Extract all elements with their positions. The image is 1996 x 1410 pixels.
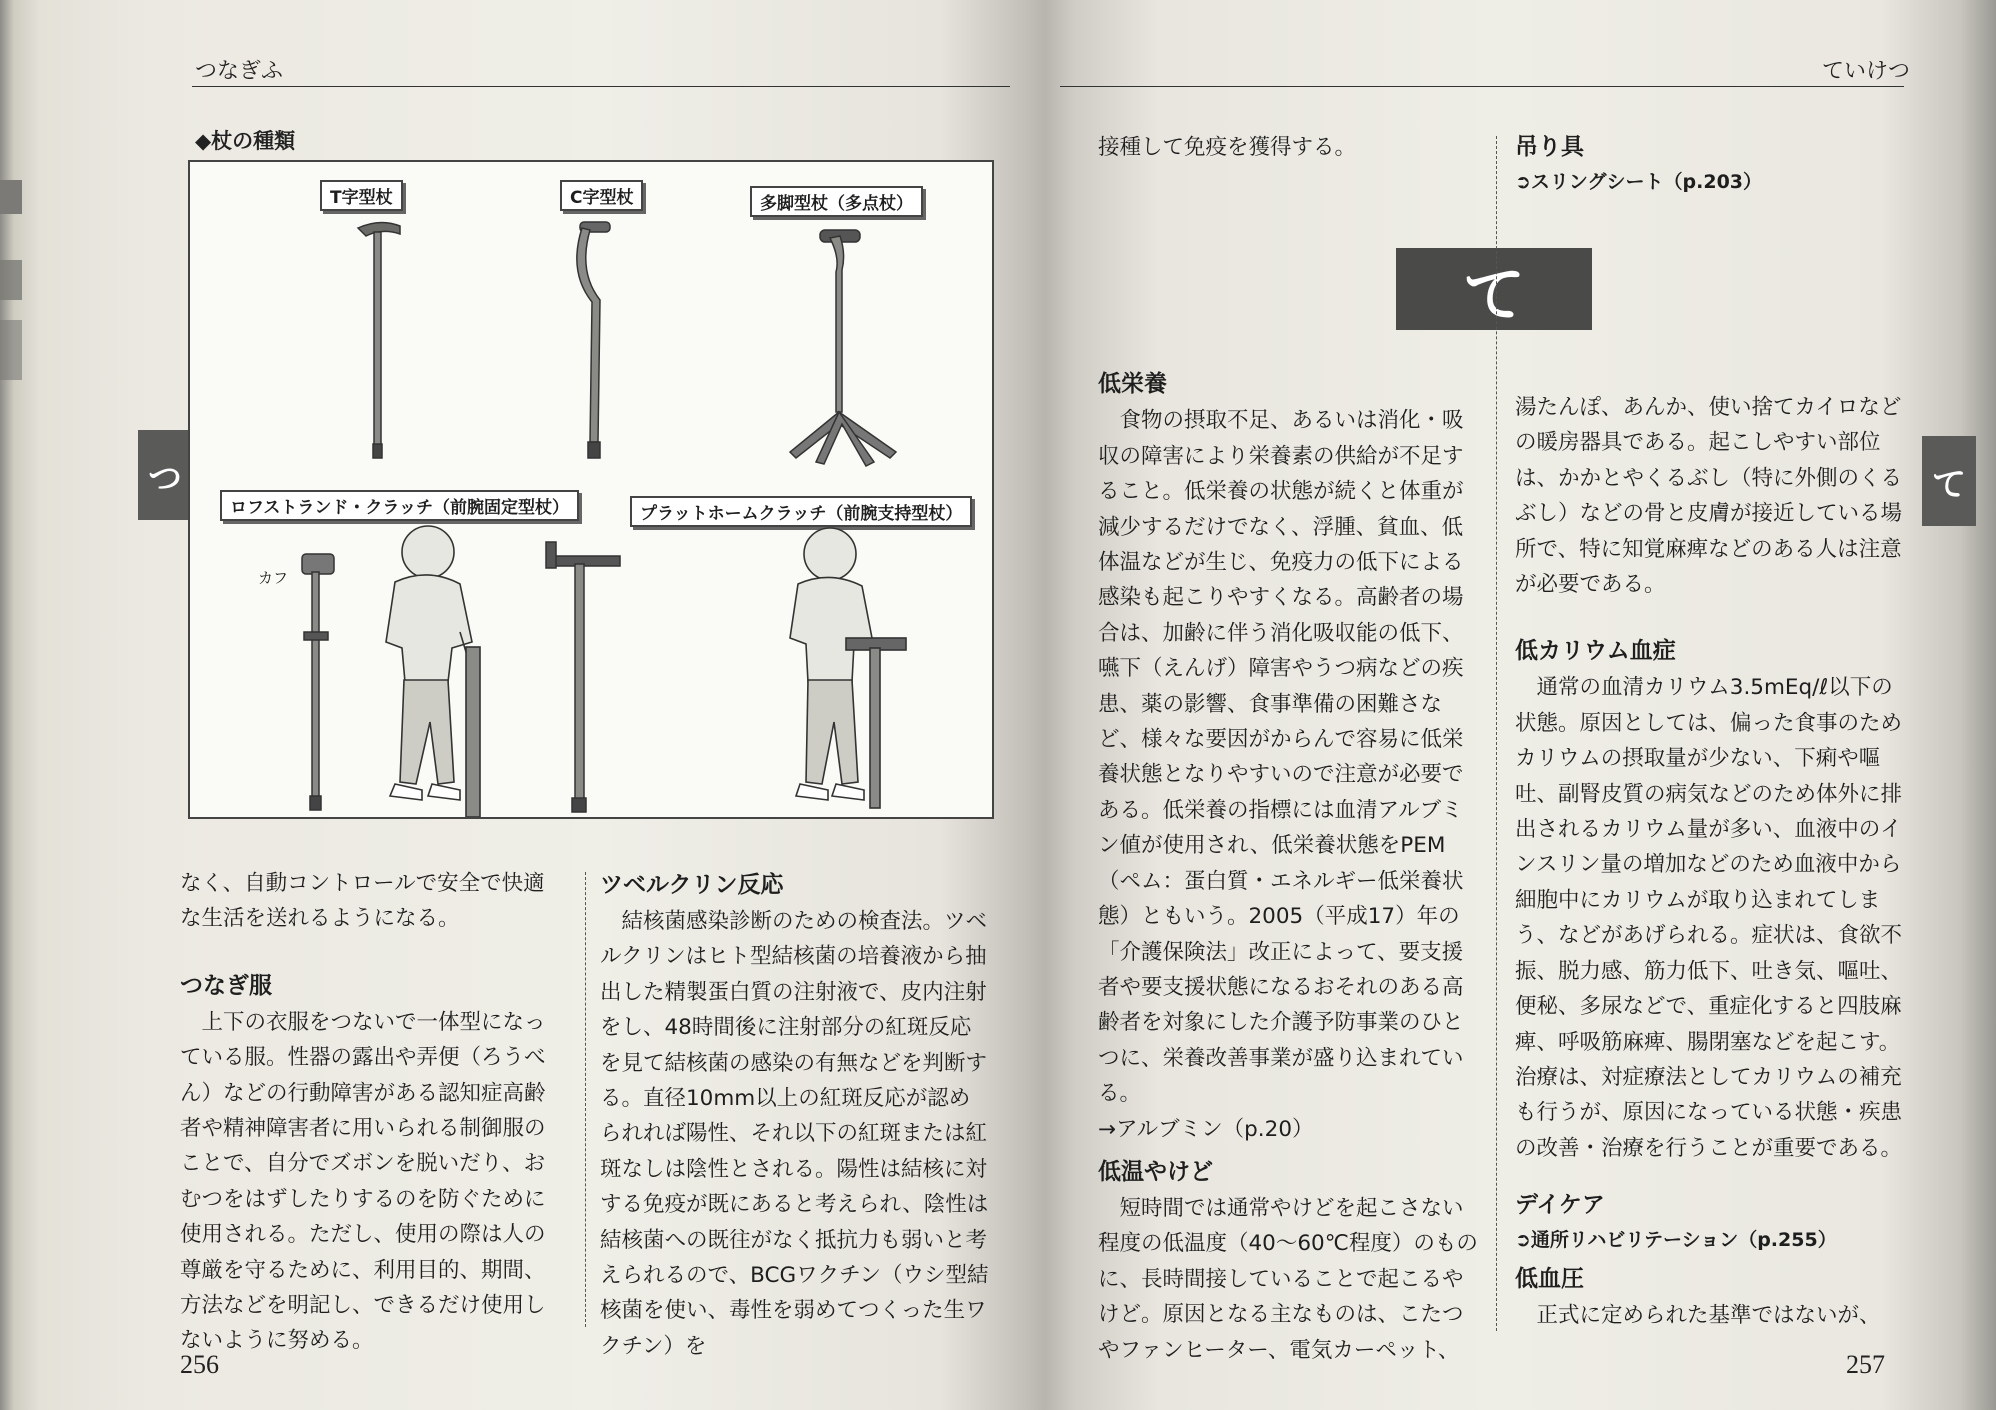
continued-text: 湯たんぽ、あんか、使い捨てカイロなどの暖房器具である。起こしやすい部位は、かかとやくるぶし（特に外側のくるぶし）などの骨と皮膚が接近している場所で、特に知覚麻痺などのある人は注意が必要である。 <box>1515 395 1903 598</box>
edge-index-band <box>0 260 22 300</box>
figure-section-title: ◆杖の種類 <box>195 129 296 153</box>
right-running-header: ていけつ <box>1822 59 1911 84</box>
platform-crutch-illustration <box>546 542 620 812</box>
entry-ref-sling-sheet[interactable]: ➲スリングシート（p.203） <box>1515 171 1763 193</box>
entry-body-hypotension: 正式に定められた基準ではないが、 <box>1536 1303 1881 1329</box>
continued-text: 接種して免疫を獲得する。 <box>1098 135 1357 160</box>
entry-body-tsunagi-fuku: 上下の衣服をつないで一体型になっている服。性器の露出や弄便（ろうべん）などの行動障害がある認知症高齢者や精神障害者に用いられる制御服のことで、自分でズボンを脱いだり、おむつをはずしたりするのを防ぐために使用される。ただし、使用の際は人の尊厳を守るために、利用目的、期間、方法などを明記し、できるだけ使用しないように努める。 <box>180 1009 546 1354</box>
label-lofstrand: ロフストランド・クラッチ（前腕固定型杖） <box>220 490 579 521</box>
cane-types-figure <box>188 160 994 819</box>
column-divider <box>585 872 586 1327</box>
entry-heading-tei-eiyou: 低栄養 <box>1098 371 1167 398</box>
entry-heading-hypokalemia: 低カリウム血症 <box>1515 638 1676 665</box>
column-divider <box>1496 136 1497 1331</box>
entry-body-tei-eiyou: 食物の摂取不足、あるいは消化・吸収の障害により栄養素の供給が不足すること。低栄養の状態が続くと体重が減少するだけでなく、浮腫、貧血、低体温などが生じ、免疫力の低下による感染も起こりやすくなる。高齢者の場合は、加齢に伴う消化吸収能の低下、嚥下（えんげ）障害やうつ病などの疾患、薬の影響、食事準備の困難さなど、様々な要因がからんで容易に低栄養状態となりやすいので注意が必要である。低栄養の指標には血清アルブミン値が使用され、低栄養状態をPEM（ペム：蛋白質・エネルギー低栄養状態）ともいう。2005（平成17）年の「介護保険法」改正によって、要支援者や要支援状態になるおそれのある高齢者を対象にした介護予防事業のひとつに、栄養改善事業が盛り込まれている。 <box>1098 408 1464 1107</box>
label-multi-cane: 多脚型杖（多点杖） <box>750 186 923 217</box>
edge-index-band <box>0 320 22 380</box>
c-cane-illustration <box>577 222 610 458</box>
entry-body-teion-yakedo: 短時間では通常やけどを起こさない程度の低温度（40～60℃程度）のものに、長時間接していることで起こるやけど。原因となる主なものは、こたつやファンヒーター、電気カーペット、 <box>1098 1195 1478 1363</box>
right-index-tab: て <box>1922 436 1976 526</box>
entry-heading-tuberculin: ツベルクリン反応 <box>600 872 784 898</box>
elderly-man-figure-1 <box>386 526 480 817</box>
entry-ref-albumin[interactable]: →アルブミン（p.20） <box>1098 1116 1314 1142</box>
entry-ref-tsusho-rehab[interactable]: ➲通所リハビリテーション（p.255） <box>1515 1229 1837 1252</box>
right-page-number: 257 <box>1846 1350 1885 1379</box>
entry-body-tuberculin: 結核菌感染診断のための検査法。ツベルクリンはヒト型結核菌の培養液から抽出した精製蛋白質の注射液で、皮内注射をし、48時間後に注射部分の紅斑反応を見て結核菌の感染の有無などを判断する。直径10mm以上の紅斑反応が認められれば陽性、それ以下の紅斑または紅斑なしは陰性とされる。陽性は結核に対する免疫が既にあると考えられ、陰性は結核菌への既往がなく抵抗力も弱いと考えられるので、BCGワクチン（ウシ型結核菌を使い、毒性を弱めてつくった生ワクチン）を <box>600 909 989 1359</box>
continued-text: なく、自動コントロールで安全で快適な生活を送れるようになる。 <box>180 871 545 932</box>
right-column-1 <box>1098 130 1483 1368</box>
multi-cane-illustration <box>790 230 896 466</box>
left-page-number: 256 <box>180 1350 219 1379</box>
entry-body-hypokalemia: 通常の血清カリウム3.5mEq/ℓ以下の状態。原因としては、偏った食事のためカリウムの摂取量が少ない、下痢や嘔吐、副腎皮質の病気などのため体外に排出されるカリウム量が多い、血液中のインスリン量の増加などのため血液中から細胞中にカリウムが取り込まれてしまう、などがあげられる。症状は、食欲不振、脱力感、筋力低下、吐き気、嘔吐、便秘、多尿などで、重症化すると四肢麻痺、呼吸筋麻痺、腸閉塞などを起こす。治療は、対症療法としてカリウムの補充も行うが、原因になっている状態・疾患の改善・治療を行うことが重要である。 <box>1515 675 1903 1161</box>
entry-heading-daycare: デイケア <box>1515 1192 1605 1219</box>
right-header-rule <box>1060 86 1904 87</box>
left-column-1 <box>180 866 565 1359</box>
lofstrand-crutch-illustration <box>302 554 334 810</box>
right-column-2 <box>1515 128 1905 1334</box>
left-running-header: つなぎふ <box>195 59 284 84</box>
label-t-cane: T字型杖 <box>320 180 403 211</box>
left-index-tab: つ <box>138 430 192 520</box>
entry-heading-tsurigu: 吊り具 <box>1515 134 1584 160</box>
edge-index-band <box>0 180 22 214</box>
left-column-2 <box>600 866 990 1364</box>
entry-heading-tsunagi-fuku: つなぎ服 <box>180 972 272 999</box>
left-header-rule <box>192 86 1010 87</box>
label-cuff: カフ <box>258 569 289 587</box>
label-platform: プラットホームクラッチ（前腕支持型杖） <box>630 496 972 527</box>
elderly-man-figure-2 <box>790 528 906 808</box>
entry-heading-teion-yakedo: 低温やけど <box>1098 1158 1213 1185</box>
section-kana-block: て <box>1396 248 1592 330</box>
entry-heading-hypotension: 低血圧 <box>1515 1266 1584 1293</box>
t-cane-illustration <box>358 222 400 458</box>
label-c-cane: C字型杖 <box>560 180 643 211</box>
